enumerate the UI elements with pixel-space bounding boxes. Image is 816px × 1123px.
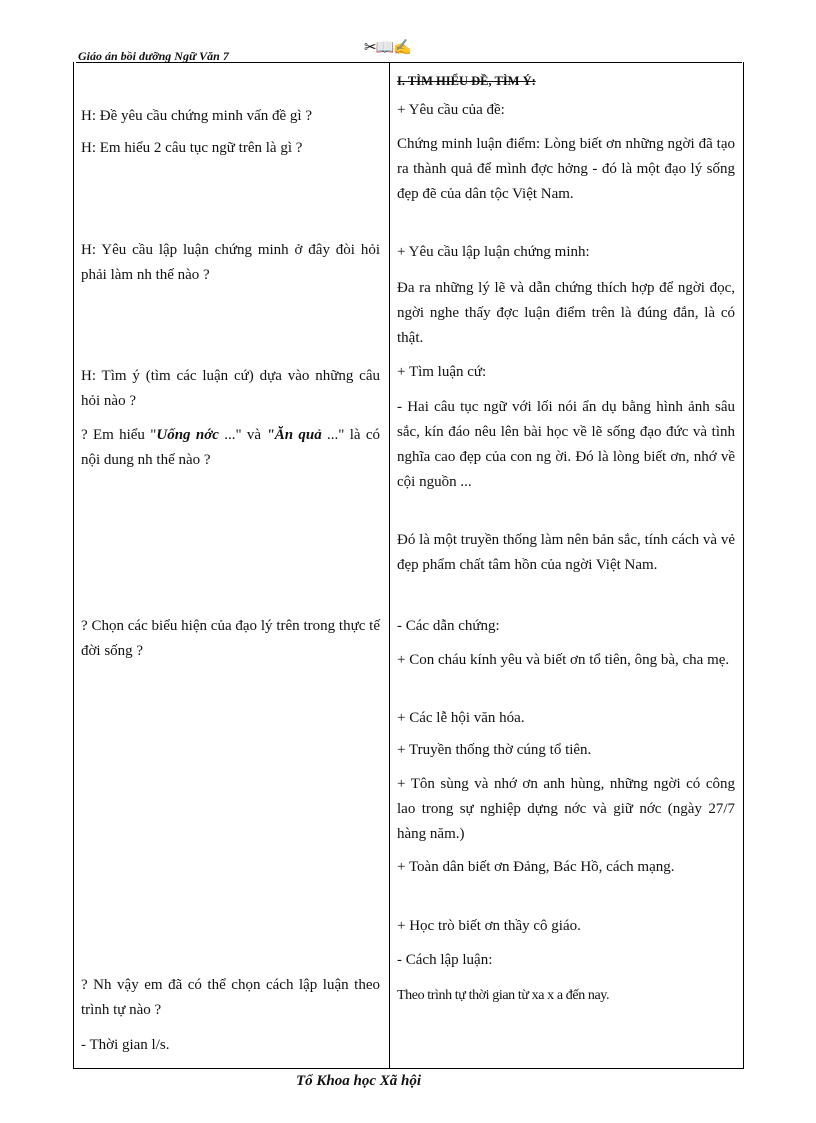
- answer-argument-label: + Yêu cầu lập luận chứng minh:: [397, 244, 590, 260]
- evidence-item-3: + Truyền thống thờ cúng tổ tiên.: [397, 742, 592, 758]
- answer-tradition: Đó là một truyền thống làm nên bản sắc, tính cách và vẻ đẹp phẩm chất tâm hồn của ngời Việt Nam.: [397, 532, 735, 573]
- question-5-emphasis-2: "Ăn quả: [266, 427, 322, 443]
- answer-time: - Thời gian l/s.: [81, 1037, 170, 1053]
- evidence-item-4: + Tôn sùng và nhớ ơn anh hùng, những ngời có công lao trong sự nghiệp dựng nớc và giữ nớc (ngày 27/7 hàng năm.): [397, 776, 735, 842]
- question-2: H: Em hiểu 2 câu tục ngữ trên là gì ?: [81, 140, 303, 156]
- section-heading: I. TÌM HIỂU ĐỀ, TÌM Ý:: [397, 74, 536, 88]
- answer-requirement: Chứng minh luận điểm: Lòng biết ơn những ngời đã tạo ra thành quả để mình đợc hởng - đó là một đạo lý sống đẹp đẽ của dân tộc Việt Nam.: [397, 136, 735, 202]
- answer-method: Theo trình tự thời gian từ xa x a đến nay.: [397, 988, 610, 1003]
- question-5-suffix: ..." là có nội dung nh thế nào ?: [81, 427, 381, 468]
- question-3: H: Yêu cầu lập luận chứng minh ở đây đòi hỏi phải làm nh thế nào ?: [81, 242, 380, 283]
- document-footer: Tổ Khoa học Xã hội: [296, 1073, 422, 1089]
- book-ornament-icon: ✂📖✍: [364, 40, 411, 56]
- evidence-item-6: + Học trò biết ơn thầy cô giáo.: [397, 918, 581, 934]
- answer-argument: Đa ra những lý lẽ và dẫn chứng thích hợp để ngời đọc, ngời nghe thấy đợc luận điểm trên là đúng đắn, là có thật.: [397, 280, 735, 346]
- answer-method-label: - Cách lập luận:: [397, 952, 493, 968]
- question-5-emphasis-1: Uống nớc: [156, 427, 219, 443]
- question-5: [81, 423, 380, 473]
- answer-find-label: + Tìm luận cứ:: [397, 364, 487, 380]
- evidence-item-1: + Con cháu kính yêu và biết ơn tổ tiên, ông bà, cha mẹ.: [397, 652, 730, 668]
- evidence-item-2: + Các lễ hội văn hóa.: [397, 710, 525, 726]
- answer-requirement-label: + Yêu cầu của đề:: [397, 102, 505, 118]
- question-6: ? Chọn các biểu hiện của đạo lý trên trong thực tế đời sống ?: [81, 618, 380, 659]
- evidence-item-5: + Toàn dân biết ơn Đảng, Bác Hồ, cách mạng.: [397, 859, 675, 875]
- question-7: ? Nh vậy em đã có thể chọn cách lập luận theo trình tự nào ?: [81, 977, 380, 1018]
- question-4: H: Tìm ý (tìm các luận cứ) dựa vào những câu hỏi nào ?: [81, 368, 380, 409]
- document-header-title: Giáo án bồi dưỡng Ngữ Văn 7: [78, 49, 229, 63]
- column-divider: [389, 62, 390, 1068]
- answer-proverb-explanation: - Hai câu tục ngữ với lối nói ẩn dụ bằng hình ảnh sâu sắc, kín đáo nêu lên bài học về lẽ sống đạo đức và tình nghĩa cao đẹp của con ng ời. Đó là lòng biết ơn, nhớ về cội nguồn ...: [397, 399, 735, 490]
- answer-evidence-label: - Các dẫn chứng:: [397, 618, 500, 634]
- question-5-mid: ..." và: [218, 427, 267, 443]
- question-5-prefix: ? Em hiểu ": [81, 427, 157, 443]
- question-1: H: Đề yêu cầu chứng minh vấn đề gì ?: [81, 108, 312, 124]
